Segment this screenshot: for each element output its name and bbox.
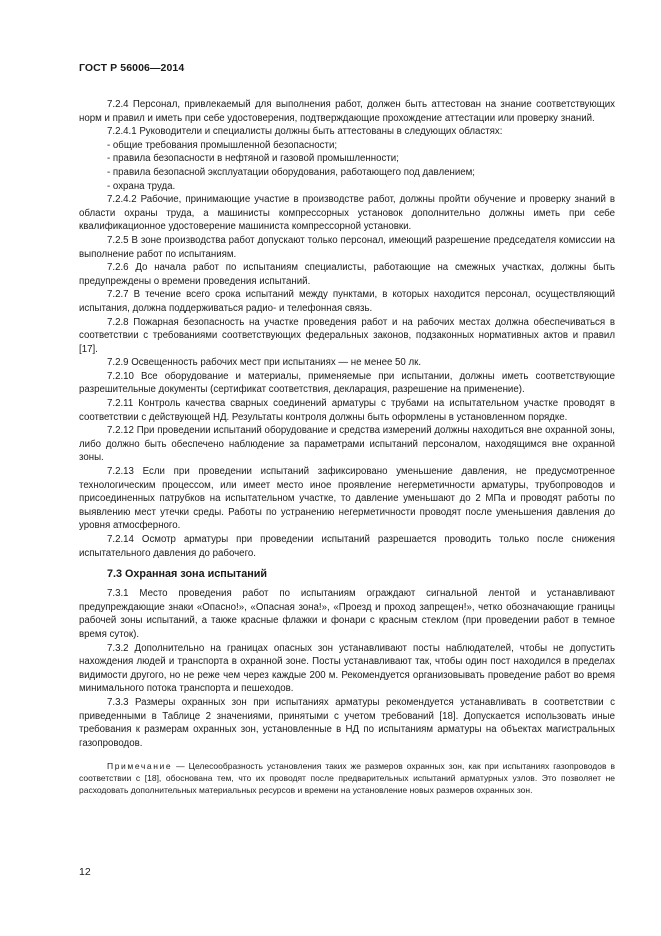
paragraph-7-2-11: 7.2.11 Контроль качества сварных соединений арматуры с трубами на испытательном участке проводят в соответствии с действующей НД. Результаты контроля должны быть оформлены в установленном порядке. — [79, 398, 615, 423]
paragraph-7-2-13: 7.2.13 Если при проведении испытаний зафиксировано уменьшение давления, не предусмотренное технологическим процессом, или имеет место иное проявление негерметичности арматуры, трубопроводов и присоединенных патрубков на испытательном участке, то давление уменьшают до 2 МПа и проводят работы по выявлению мест утечки среды. Работы по устранению негерметичности проводят после уменьшения давления до уровня атмосферного. — [79, 466, 615, 532]
paragraph-7-2-4-1: 7.2.4.1 Руководители и специалисты должны быть аттестованы в следующих областях: — [107, 126, 503, 138]
paragraph-7-2-12: 7.2.12 При проведении испытаний оборудование и средства измерений должны находиться вне охранной зоны, либо должно быть обеспечено наблюдение за параметрами испытаний персоналом, находящимся вне охранной зоны. — [79, 425, 615, 464]
list-item: - охрана труда. — [107, 180, 176, 192]
list-item: - правила безопасности в нефтяной и газовой промышленности; — [107, 153, 399, 165]
paragraph-7-2-6: 7.2.6 До начала работ по испытаниям специалисты, работающие на смежных участках, должны быть предупреждены о времени проведения испытаний. — [79, 262, 615, 287]
paragraph-7-2-8: 7.2.8 Пожарная безопасность на участке проведения работ и на рабочих местах должна обеспечиваться в соответствии с требованиями соответствующих федеральных законов, подзаконных нормативных актов и правил [17]. — [79, 316, 615, 355]
paragraph-7-2-4-2: 7.2.4.2 Рабочие, принимающие участие в производстве работ, должны пройти обучение и проверку знаний в области охраны труда, а машинисты компрессорных установок дополнительно должны иметь при себе квалификационное удостоверение машиниста компрессорной установки. — [79, 194, 615, 233]
note-text: — Целесообразность установления таких же размеров охранных зон, как при испытаниях газопроводов в соответствии с [18], обоснована тем, что их проводят после предварительных испытаний арматурных узлов. Это позволяет не расходовать дополнительных материальных ресурсов и времени на установление новых размеров охранных зон. — [79, 761, 615, 796]
paragraph-7-2-4: 7.2.4 Персонал, привлекаемый для выполнения работ, должен быть аттестован на знание соответствующих норм и правил и иметь при себе удостоверения, подтверждающие прохождение аттестации или проверку знаний. — [79, 99, 615, 124]
paragraph-7-3-2: 7.3.2 Дополнительно на границах опасных зон устанавливают посты наблюдателей, чтобы не допустить нахождения людей и транспорта в охранной зоне. Посты устанавливают так, чтобы один пост находился в пределах видимости другого, но не реже чем через каждые 200 м. Рекомендуется организовывать проведение работ во время минимального потока транспорта и пешеходов. — [79, 642, 615, 695]
note — [79, 760, 615, 796]
paragraph-7-3-1: 7.3.1 Место проведения работ по испытаниям ограждают сигнальной лентой и устанавливают предупреждающие знаки «Опасно!», «Опасная зона!», «Проезд и проход запрещен!», четко обозначающие границы рабочей зоны испытаний, а также красные флажки и фонари с красным стеклом (при проведении работ в темное время суток). — [79, 588, 615, 640]
document-header: ГОСТ Р 56006—2014 — [79, 62, 185, 74]
paragraph-7-2-5: 7.2.5 В зоне производства работ допускают только персонал, имеющий разрешение председателя комиссии на выполнение работ по испытаниям. — [79, 234, 615, 260]
paragraph-7-2-14: 7.2.14 Осмотр арматуры при проведении испытаний разрешается проводить только после снижения испытательного давления до рабочего. — [79, 534, 615, 559]
paragraph-7-2-7: 7.2.7 В течение всего срока испытаний между пунктами, в которых находится персонал, осуществляющий испытания, должна поддерживаться радио- и телефонная связь. — [79, 289, 615, 314]
section-heading: 7.3 Охранная зона испытаний — [107, 568, 268, 581]
page-number: 12 — [79, 866, 91, 878]
paragraph-7-3-3: 7.3.3 Размеры охранных зон при испытаниях арматуры рекомендуется устанавливать в соответствии с приведенными в Таблице 2 значениями, принятыми с учетом требований [18]. Допускается использовать иные требования к размерам охранных зон, установленные в НД по испытаниям арматуры на объектах магистральных газопроводов. — [79, 696, 615, 749]
paragraph-7-2-9: 7.2.9 Освещенность рабочих мест при испытаниях — не менее 50 лк. — [107, 357, 422, 369]
paragraph-7-2-10: 7.2.10 Все оборудование и материалы, применяемые при испытании, должны иметь соответствующие разрешительные документы (сертификат соответствия, декларация, разрешение на применение). — [79, 370, 615, 396]
list-item: - общие требования промышленной безопасности; — [107, 139, 338, 151]
document-body — [79, 98, 615, 796]
list-item: - правила безопасной эксплуатации оборудования, работающего под давлением; — [107, 166, 475, 178]
note-label: Примечание — [107, 761, 173, 772]
